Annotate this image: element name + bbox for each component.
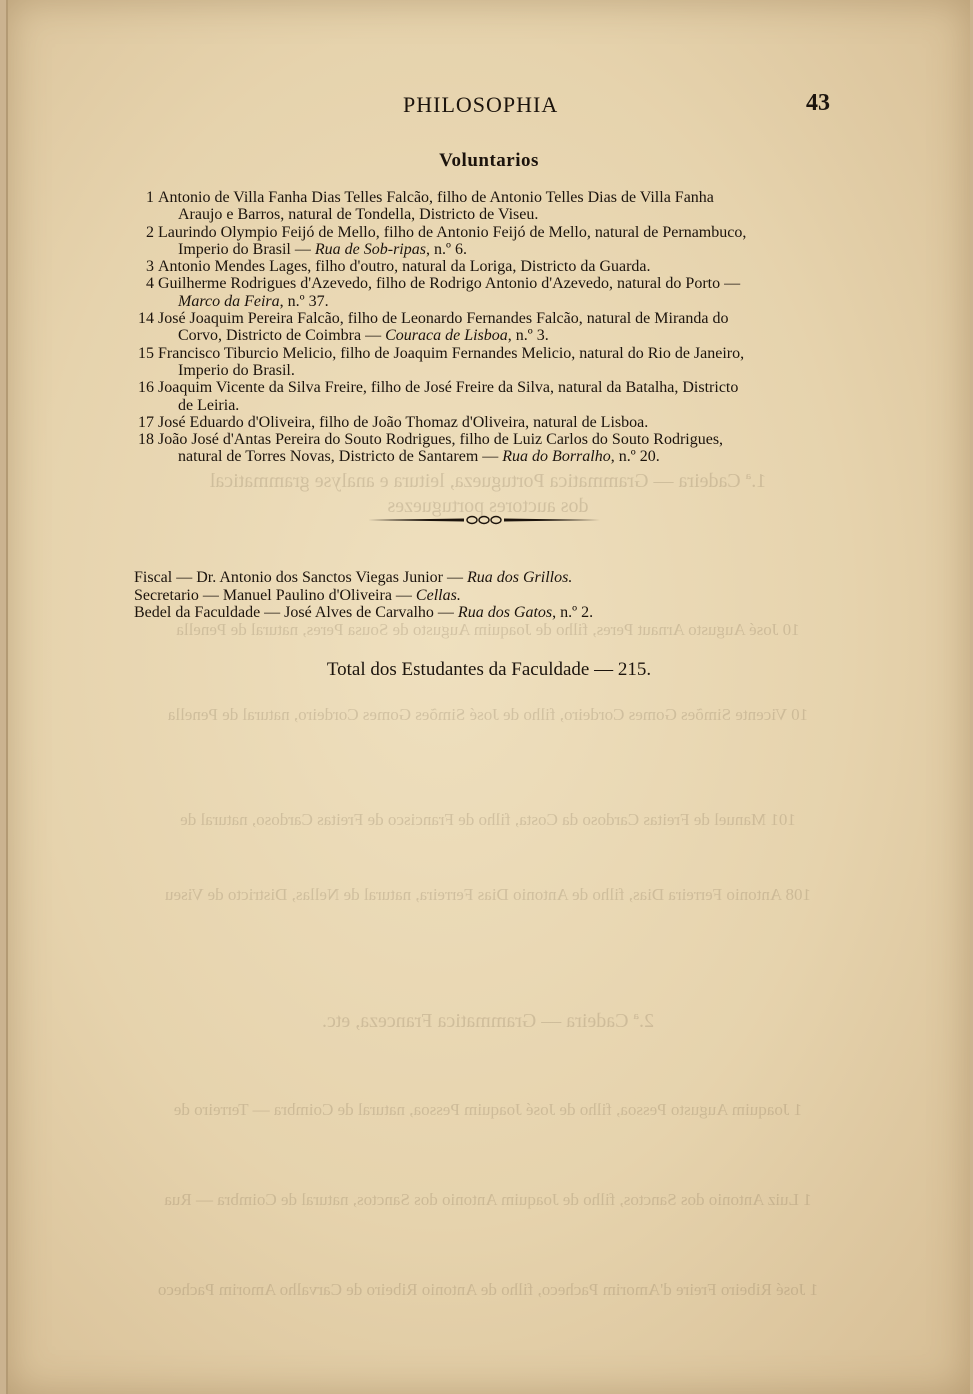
entry-address-number: , n.º 37.	[279, 292, 329, 310]
list-item	[134, 431, 834, 466]
page-number: 43	[806, 90, 830, 116]
entry-number: 18	[138, 431, 154, 449]
entry-text: João José d'Antas Pereira do Souto Rodrigues, filho de Luiz Carlos do Souto Rodrigues,	[158, 431, 724, 449]
staff-fiscal-address: Rua dos Grillos.	[466, 569, 573, 586]
entry-address: Marco da Feira	[178, 292, 280, 310]
entry-text-cont: de Leiria.	[178, 396, 240, 414]
staff-bedel-address: Rua dos Gatos	[457, 604, 553, 621]
faculty-staff	[134, 569, 834, 622]
entry-text-cont: Imperio do Brasil.	[178, 361, 295, 379]
staff-secretario-address: Cellas.	[415, 586, 461, 604]
entry-text-cont: Corvo, Districto de Coimbra —	[178, 327, 382, 345]
entry-text: Francisco Tiburcio Melicio, filho de Joaquim Fernandes Melicio, natural do Rio de Janeiro,	[158, 344, 745, 362]
entry-address: Rua de Sob-ripas	[314, 240, 426, 258]
staff-bedel-label: Bedel da Faculdade — José Alves de Carvalho —	[134, 604, 454, 621]
entry-text-cont: Imperio do Brasil —	[178, 240, 311, 258]
entry-address-number: , n.º 6.	[425, 240, 467, 258]
entry-address: Couraca de Lisboa	[385, 327, 508, 345]
entry-number: 2	[146, 223, 154, 241]
running-title: PHILOSOPHIA	[403, 92, 559, 117]
list-item	[134, 345, 834, 380]
staff-fiscal	[134, 569, 834, 587]
staff-fiscal-label: Fiscal — Dr. Antonio dos Sanctos Viegas Junior —	[134, 569, 463, 586]
entry-number: 15	[138, 344, 154, 362]
entry-text-cont: natural de Torres Novas, Districto de Santarem —	[178, 448, 499, 466]
entry-number: 1	[146, 189, 154, 206]
entry-number: 4	[146, 275, 154, 293]
entry-address: Rua do Borralho	[502, 448, 611, 466]
entry-address-number: , n.º 3.	[507, 327, 549, 345]
entry-number: 3	[146, 258, 154, 276]
staff-secretario	[134, 587, 834, 605]
list-item	[134, 310, 834, 345]
staff-secretario-label: Secretario — Manuel Paulino d'Oliveira —	[134, 586, 412, 604]
list-item	[134, 224, 834, 259]
entry-address-number: , n.º 20.	[610, 448, 660, 466]
staff-bedel	[134, 604, 834, 622]
entry-text: Antonio Mendes Lages, filho d'outro, natural da Loriga, Districto da Guarda.	[158, 258, 651, 276]
page-header	[8, 92, 970, 122]
list-item	[134, 414, 834, 431]
staff-bedel-address-number: , n.º 2.	[552, 604, 594, 621]
entry-number: 14	[138, 310, 154, 328]
entry-number: 16	[138, 379, 154, 397]
entry-text-cont: Araujo e Barros, natural de Tondella, Districto de Viseu.	[178, 206, 539, 224]
total-students: Total dos Estudantes da Faculdade — 215.	[326, 659, 652, 680]
entry-number: 17	[138, 413, 154, 431]
entry-text: Guilherme Rodrigues d'Azevedo, filho de Rodrigo Antonio d'Azevedo, natural do Porto —	[158, 275, 741, 293]
entry-text: Antonio de Villa Fanha Dias Telles Falcão, filho de Antonio Telles Dias de Villa Fanha	[158, 189, 714, 206]
entry-text: José Joaquim Pereira Falcão, filho de Leonardo Fernandes Falcão, natural de Miranda do	[158, 310, 729, 328]
list-item	[134, 258, 834, 275]
ornamental-divider	[368, 514, 600, 526]
list-item	[134, 275, 834, 310]
entry-text: José Eduardo d'Oliveira, filho de João Thomaz d'Oliveira, natural de Lisboa.	[158, 413, 649, 431]
book-page: 1.ª Cadeira — Grammatica Portugueza, leitura e analyse grammatical dos auctores portuguezes 10 José Augusto Arnaut Peres, filho de Joaquim Augusto de Sousa Peres, natural de Penella 10 Vicente Simões Gomes Cordeiro, filho de José Simões Gomes Cordeiro, natural de Penella 101 Manuel de Freitas Cardoso da Costa, filho de Francisco de Freitas Cardoso, natural de 108 Antonio Ferreira Dias, filho de Antonio Dias Ferreira, natural de Nellas, Districto de Viseu 2.ª Cadeira — Grammatica Franceza, etc. 1 Joaquim Augusto Pessoa, filho de José Joaquim Pessoa, natural de Coimbra — Terreiro de 1 Luiz Antonio dos Sanctos, filho de Joaquim Antonio dos Sanctos, natural de Coimbra — Rua 1 José Ribeiro Freire d'Amorim Pacheco, filho de Antonio Ribeiro de Carvalho Amorim Pacheco PHILOSOPHIA 43 Voluntarios 1 Antonio de Villa Fanha Dias Telles Falcão, filho de Antonio Telles Dias de Villa Fanha Araujo e Barros, natural de Tondella, Districto de Viseu. 2 Laurindo Olympio Feijó de Mello, filho de Antonio Feijó de Mello, natural de Pernambuco, Imperio do Brasil — Rua de Sob-ripas, n.º 6. 3 Antonio Mendes Lages, filho d'outro, natural da Loriga, Districto da Guarda. 4 Guilherme Rodrigues d'Azevedo, filho de Rodrigo Antonio d'Azevedo, natural do Porto — Marco da Feira, n.º 37. 14 José Joaquim Pereira Falcão, filho de Leonardo Fernandes Falcão, natural de Miranda do Corvo, Districto de Coimbra — Couraca de Lisboa, n.º 3. 15 Francisco Tiburcio Melicio, filho de Joaquim Fernandes Melicio, natural do Rio de Janeiro, Imperio do Brasil. 16 Joaquim Vicente da Silva Freire, filho de José Freire da Silva, natural da Batalha, Districto de Leiria. 17 José Eduardo d'Oliveira, filho de João Thomaz d'Oliveira, natural de Lisboa. 18 João José d'Antas Pereira do Souto Rodrigues, filho de Luiz Carlos do Souto Rodrigues, natural de Torres Novas, Districto de Santarem — Rua do Borralho, n.º 20. Fiscal — Dr. Antonio dos Sanctos Viegas Junior — Rua dos Grillos. Secretario — Manuel Paulino d'Oliveira — Cellas. Bedel da Faculdade — José Alves de Carvalho — Rua dos Gatos, n.º 2. Total dos Estudantes da Faculdade — 215.	[6, 0, 970, 1394]
student-list	[134, 189, 834, 466]
list-item	[134, 379, 834, 414]
list-item	[134, 189, 834, 224]
entry-text: Joaquim Vicente da Silva Freire, filho de José Freire da Silva, natural da Batalha, Districto	[158, 379, 739, 397]
entry-text: Laurindo Olympio Feijó de Mello, filho de Antonio Feijó de Mello, natural de Pernambuco,	[158, 223, 747, 241]
section-title: Voluntarios	[439, 150, 539, 171]
